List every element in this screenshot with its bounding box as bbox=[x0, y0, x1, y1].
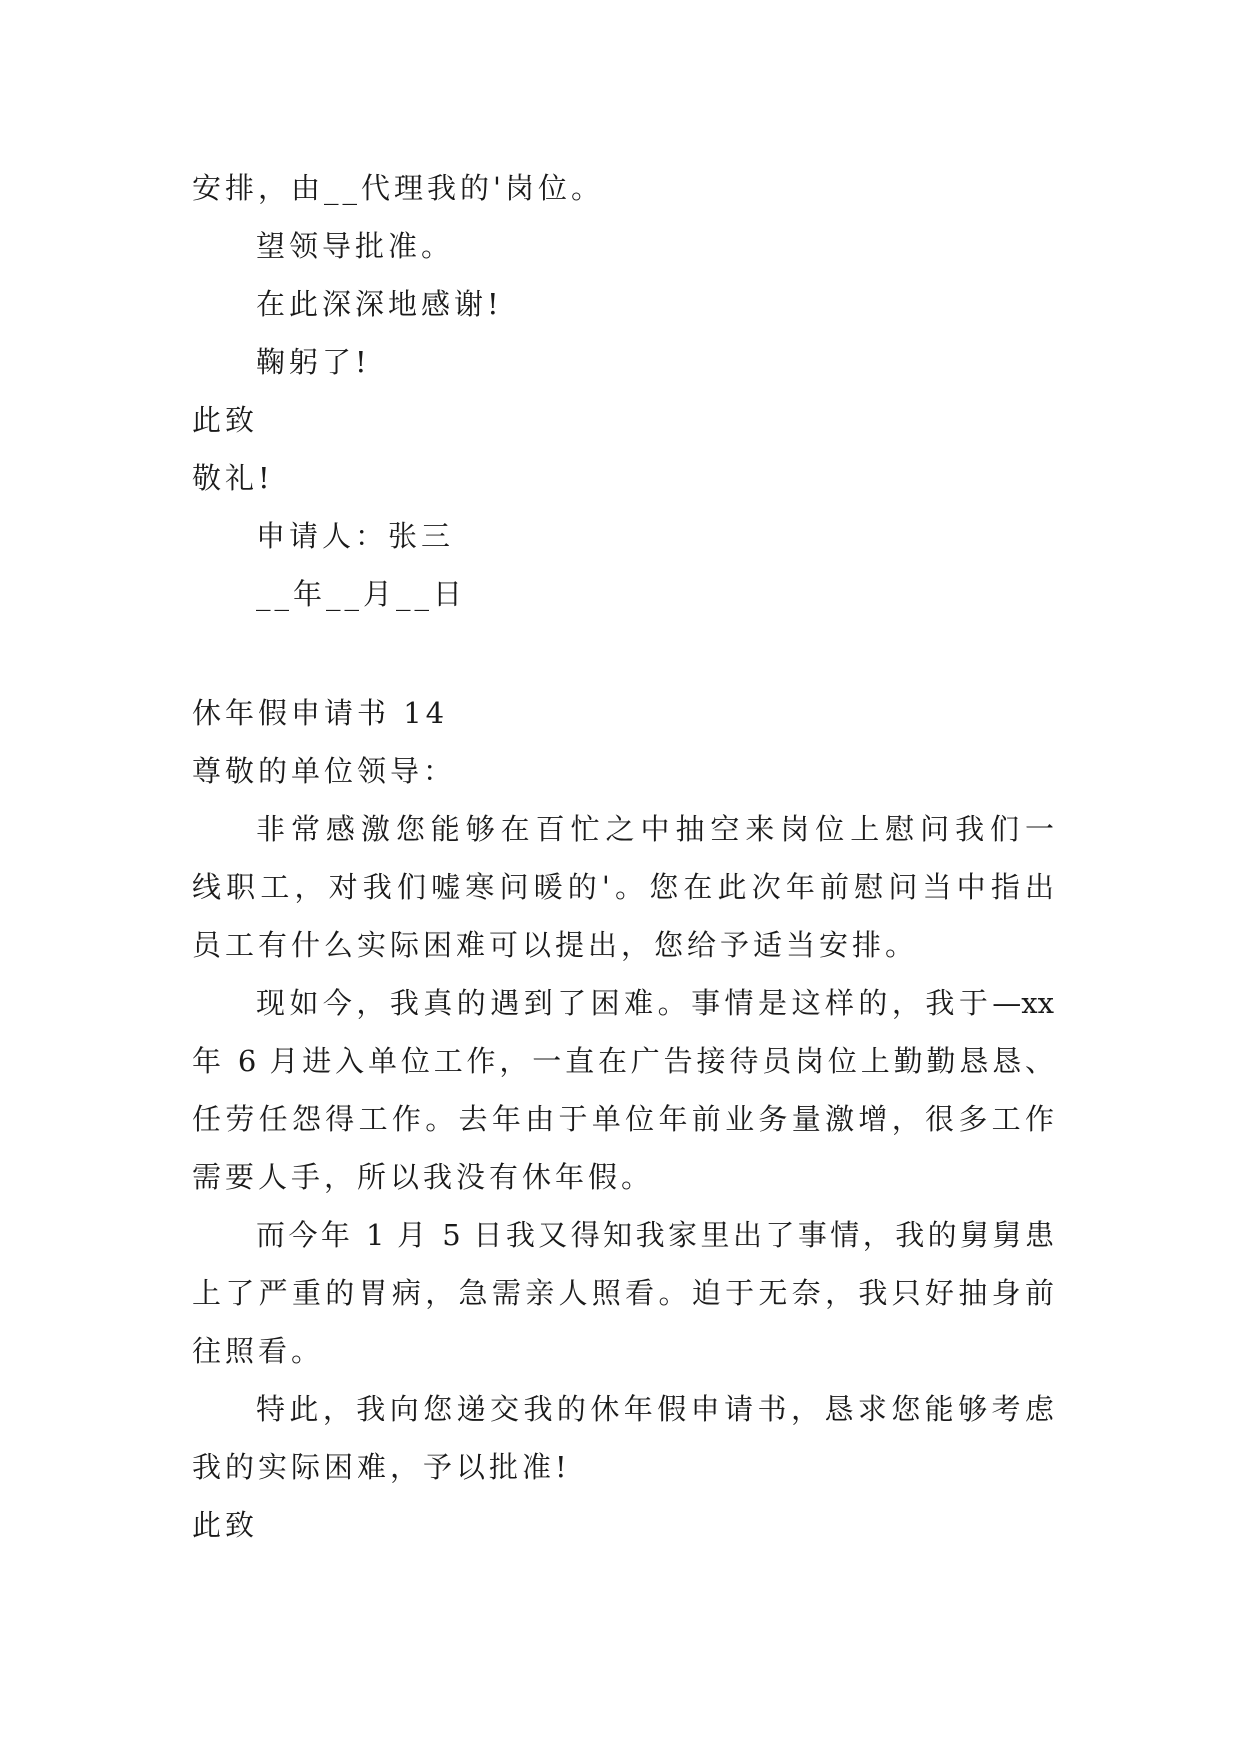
letter-continuation-line: 安排，由__代理我的'岗位。 bbox=[192, 171, 604, 205]
approval-request-line: 望领导批准。 bbox=[256, 229, 455, 263]
paragraph-line: 线职工，对我们嘘寒问暖的'。您在此次年前慰问当中指出 bbox=[192, 870, 1054, 904]
paragraph-line: 现如今，我真的遇到了困难。事情是这样的，我于—xx bbox=[256, 986, 1054, 1020]
closing-cizhi-2: 此致 bbox=[192, 1508, 259, 1542]
paragraph-line: 特此，我向您递交我的休年假申请书，恳求您能够考虑 bbox=[256, 1392, 1054, 1426]
thanks-line: 在此深深地感谢! bbox=[256, 287, 503, 321]
paragraph-line: 非常感激您能够在百忙之中抽空来岗位上慰问我们一 bbox=[256, 812, 1054, 846]
date-line: __年__月__日 bbox=[256, 577, 467, 611]
paragraph-line: 往照看。 bbox=[192, 1334, 325, 1368]
applicant-signature: 申请人：张三 bbox=[256, 519, 455, 553]
paragraph-line: 我的实际困难，予以批准! bbox=[192, 1450, 571, 1484]
paragraph-line: 上了严重的胃病，急需亲人照看。迫于无奈，我只好抽身前 bbox=[192, 1276, 1054, 1310]
closing-jingli: 敬礼! bbox=[192, 461, 274, 495]
paragraph-line: 需要人手，所以我没有休年假。 bbox=[192, 1160, 655, 1194]
bow-line: 鞠躬了! bbox=[256, 345, 371, 379]
salutation: 尊敬的单位领导： bbox=[192, 754, 457, 788]
closing-cizhi: 此致 bbox=[192, 403, 259, 437]
paragraph-line: 而今年 1 月 5 日我又得知我家里出了事情，我的舅舅患 bbox=[256, 1218, 1054, 1252]
paragraph-line: 年 6 月进入单位工作，一直在广告接待员岗位上勤勤恳恳、 bbox=[192, 1044, 1054, 1078]
paragraph-line: 员工有什么实际困难可以提出，您给予适当安排。 bbox=[192, 928, 919, 962]
paragraph-line: 任劳任怨得工作。去年由于单位年前业务量激增，很多工作 bbox=[192, 1102, 1054, 1136]
section-title: 休年假申请书 14 bbox=[192, 696, 449, 730]
